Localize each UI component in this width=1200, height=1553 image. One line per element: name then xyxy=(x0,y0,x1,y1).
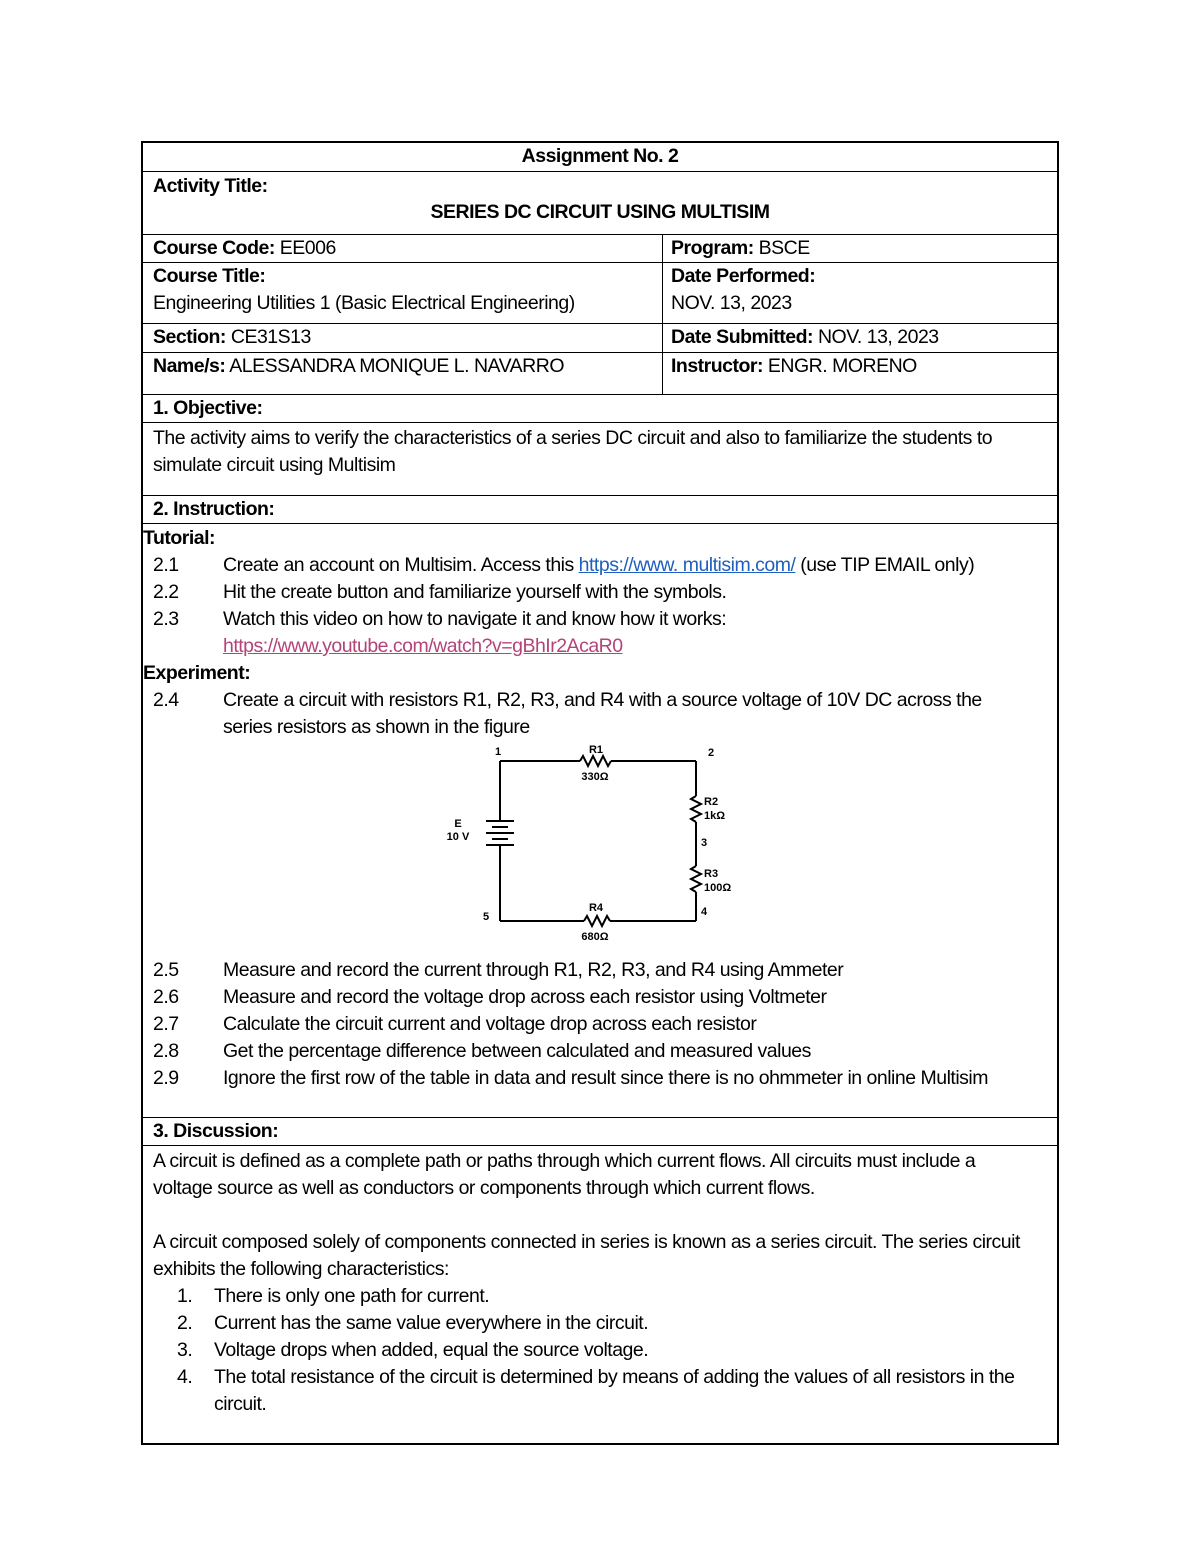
source-name: E xyxy=(454,818,462,830)
objective-text-line1: The activity aims to verify the characteristics of a series DC circuit and also to familiarize the students to xyxy=(153,427,993,449)
list-number: 1. xyxy=(177,1285,193,1307)
divider xyxy=(143,523,1057,524)
date-submitted-value: NOV. 13, 2023 xyxy=(817,326,939,348)
list-item-continuation: circuit. xyxy=(214,1393,267,1415)
names-label: Name/s: xyxy=(153,355,226,377)
step-number: 2.6 xyxy=(153,986,179,1008)
list-number: 2. xyxy=(177,1312,193,1334)
r2-name: R2 xyxy=(704,796,719,808)
node-2-label: 2 xyxy=(707,747,715,759)
section-value: CE31S13 xyxy=(230,326,311,348)
step-number: 2.5 xyxy=(153,959,179,981)
list-text: Voltage drops when added, equal the source voltage. xyxy=(214,1339,649,1361)
program-label: Program: xyxy=(671,237,754,259)
discussion-p2-line2: exhibits the following characteristics: xyxy=(153,1258,449,1280)
step-text: Ignore the first row of the table in data and result since there is no ohmmeter in online Multisim xyxy=(223,1067,988,1089)
node-1-label: 1 xyxy=(494,746,502,758)
multisim-link[interactable]: https://www. multisim.com/ xyxy=(578,554,796,576)
divider xyxy=(143,171,1057,172)
step-text: Measure and record the voltage drop across each resistor using Voltmeter xyxy=(223,986,827,1008)
battery-symbol xyxy=(486,821,514,845)
experiment-label: Experiment: xyxy=(143,662,251,684)
list-text: There is only one path for current. xyxy=(214,1285,490,1307)
node-5-label: 5 xyxy=(482,911,490,923)
resistor-r3 xyxy=(691,866,701,892)
step-text: Watch this video on how to navigate it and know how it works: xyxy=(223,608,727,630)
r3-value: 100Ω xyxy=(704,882,732,894)
names-field xyxy=(153,353,564,380)
course-title-value: Engineering Utilities 1 (Basic Electrical Engineering) xyxy=(153,292,575,314)
resistor-r1 xyxy=(580,756,611,766)
r2-value: 1kΩ xyxy=(704,810,726,822)
names-value: ALESSANDRA MONIQUE L. NAVARRO xyxy=(229,355,564,377)
r1-value: 330Ω xyxy=(581,771,609,783)
program-field xyxy=(671,235,810,262)
course-title-label: Course Title: xyxy=(153,265,266,287)
resistor-r2 xyxy=(691,796,701,822)
step-number: 2.3 xyxy=(153,608,179,630)
course-code-field xyxy=(153,235,336,262)
step-text-part: Create an account on Multisim. Access this xyxy=(223,554,579,576)
source-value: 10 V xyxy=(446,831,470,843)
node-3-label: 3 xyxy=(700,837,708,849)
step-number: 2.4 xyxy=(153,689,179,711)
date-submitted-label: Date Submitted: xyxy=(671,326,814,348)
instructor-label: Instructor: xyxy=(671,355,763,377)
list-text: Current has the same value everywhere in the circuit. xyxy=(214,1312,649,1334)
r3-name: R3 xyxy=(704,868,719,880)
node-4-label: 4 xyxy=(700,906,708,918)
step-number: 2.7 xyxy=(153,1013,179,1035)
step-number: 2.8 xyxy=(153,1040,179,1062)
program-value: BSCE xyxy=(758,237,810,259)
discussion-p2-line1: A circuit composed solely of components connected in series is known as a series circuit. The series circuit xyxy=(153,1231,1020,1253)
list-number: 4. xyxy=(177,1366,193,1388)
date-performed-label: Date Performed: xyxy=(671,265,816,287)
series-circuit-diagram xyxy=(438,743,758,943)
activity-title-label: Activity Title: xyxy=(153,175,268,197)
divider xyxy=(143,422,1057,423)
step-number: 2.2 xyxy=(153,581,179,603)
divider xyxy=(143,1117,1057,1118)
objective-text-line2: simulate circuit using Multisim xyxy=(153,454,396,476)
step-text-part: (use TIP EMAIL only) xyxy=(795,554,975,576)
assignment-form xyxy=(141,141,1059,1445)
step-2-4-line2: series resistors as shown in the figure xyxy=(223,716,530,738)
step-text: Measure and record the current through R1, R2, R3, and R4 using Ammeter xyxy=(223,959,844,981)
divider xyxy=(143,1145,1057,1146)
step-number: 2.1 xyxy=(153,554,179,576)
assignment-number: Assignment No. 2 xyxy=(521,145,679,167)
step-number: 2.9 xyxy=(153,1067,179,1089)
date-performed-value: NOV. 13, 2023 xyxy=(671,292,792,314)
step-text: Create a circuit with resistors R1, R2, R3, and R4 with a source voltage of 10V DC across the xyxy=(223,689,982,711)
activity-title: SERIES DC CIRCUIT USING MULTISIM xyxy=(430,201,770,223)
divider xyxy=(143,262,1057,263)
instructor-field xyxy=(671,353,917,380)
list-number: 3. xyxy=(177,1339,193,1361)
r4-value: 680Ω xyxy=(581,931,609,943)
r4-name: R4 xyxy=(588,902,604,914)
course-code-value: EE006 xyxy=(279,237,336,259)
section-label: Section: xyxy=(153,326,226,348)
divider xyxy=(143,495,1057,496)
date-submitted-field xyxy=(671,324,939,351)
instruction-heading: 2. Instruction: xyxy=(153,498,275,520)
divider xyxy=(143,394,1057,395)
list-text: The total resistance of the circuit is determined by means of adding the values of all resistors in the xyxy=(214,1366,1015,1388)
step-text: Get the percentage difference between calculated and measured values xyxy=(223,1040,811,1062)
discussion-p1-line2: voltage source as well as conductors or components through which current flows. xyxy=(153,1177,815,1199)
r1-name: R1 xyxy=(588,744,604,756)
course-code-label: Course Code: xyxy=(153,237,275,259)
discussion-text: A circuit is defined as a complete path or paths through which current flows. All circuits must include a xyxy=(153,1150,976,1172)
youtube-link-text[interactable]: https://www.youtube.com/watch?v=gBhIr2AcaR0 xyxy=(223,635,623,657)
step-text: Hit the create button and familiarize yourself with the symbols. xyxy=(223,581,727,603)
instructor-value: ENGR. MORENO xyxy=(767,355,917,377)
step-text xyxy=(223,552,974,579)
step-text: Calculate the circuit current and voltage drop across each resistor xyxy=(223,1013,757,1035)
discussion-p1-line1 xyxy=(153,1148,1049,1175)
youtube-link[interactable] xyxy=(223,633,623,660)
resistor-r4 xyxy=(584,916,610,926)
section-field xyxy=(153,324,311,351)
column-divider xyxy=(662,234,663,394)
objective-heading: 1. Objective: xyxy=(153,397,263,419)
tutorial-label: Tutorial: xyxy=(143,527,216,549)
discussion-heading: 3. Discussion: xyxy=(153,1120,279,1142)
